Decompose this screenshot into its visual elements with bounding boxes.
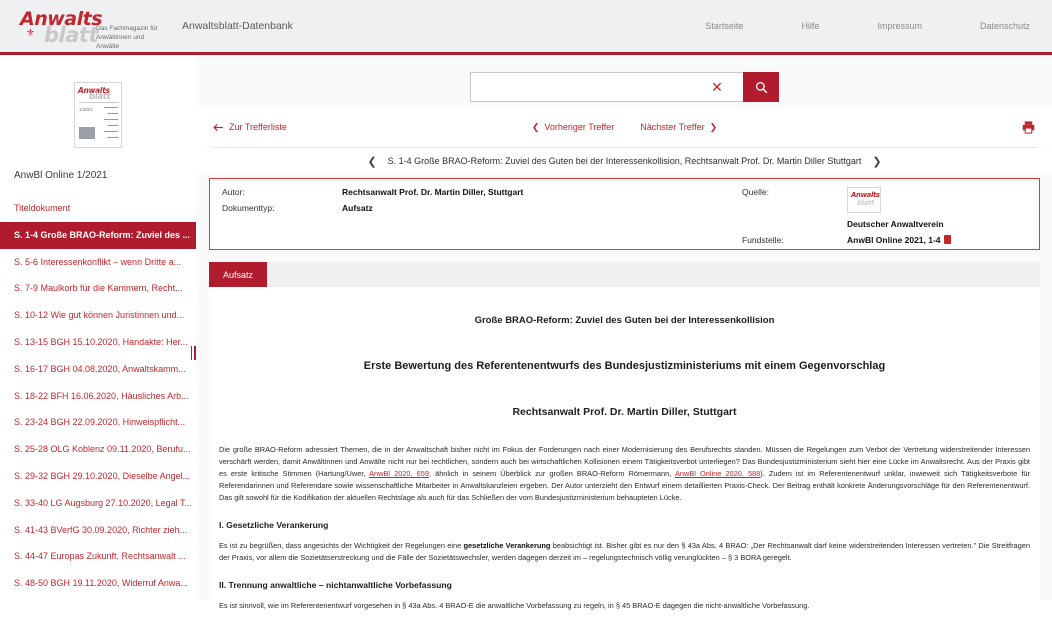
back-to-results-label: Zur Trefferliste [229, 122, 287, 132]
source-logo-blatt: blatt [857, 199, 874, 207]
author-label: Autor: [222, 187, 245, 197]
source-name: Deutscher Anwaltverein [847, 219, 944, 229]
section-1-text-a: Es ist zu begrüßen, dass angesichts der Wichtigkeit der Regelungen eine [219, 540, 464, 550]
top-header [0, 0, 1052, 52]
section-1-heading: I. Gesetzliche Verankerung [219, 519, 329, 530]
source-label: Quelle: [742, 187, 769, 197]
document-author: Rechtsanwalt Prof. Dr. Martin Diller, Stuttgart [512, 406, 737, 418]
source-value-group [847, 187, 944, 229]
tab-aufsatz[interactable]: Aufsatz [209, 262, 267, 287]
search-button[interactable] [743, 72, 779, 102]
document-tabs [209, 262, 1040, 287]
search-bar [197, 55, 1052, 107]
top-navigation [705, 21, 1052, 31]
abstract-text-2: , ähnlich in seinem Überblick zur großen BRAO-Reform Römermann, [428, 468, 675, 478]
section-1-text-b: beabsichtigt ist. Bisher gibt es nur den § 43a Abs. 4 BRAO: „Der Rechtsanwalt darf keine widerstreitenden Interessen vertreten." Die Streitfragen der Praxis, vor allem die Sozietätserstreckung und die Fälle der Sozietätswechsler, werden dagegen derzeit im – regelungstechnisch völlig verunglückten – § 3 BORA geregelt. [219, 540, 1030, 562]
sidebar-item-13[interactable]: S. 48-50 BGH 19.11.2020, Widerruf Anwa... [14, 578, 188, 589]
issue-label: AnwBl Online 1/2021 [14, 170, 108, 181]
nav-datenschutz[interactable]: Datenschutz [979, 21, 1030, 31]
abstract-text-3: ). Zudem ist im Referentenentwurf unklar, inwieweit sich Tätigkeitsverbote für Referendarinnen und Referendare sowie wissenschaftliche Mitarbeiter in Anwaltskanzleien ergeben. Der Autor unterzieht den Entwurf einem detaillierten Praxis-Check. Der Beitrag enthält konkrete Änderungsvorschläge für den Referentenentwurf. Das gilt sowohl für die Kodifikation der aktuellen Rechtslage als auch für das Schließen der vom Bundesjustizministerium behaupteten Lücke. [219, 468, 1030, 502]
nav-impressum[interactable]: Impressum [877, 21, 922, 31]
current-document-title: S. 1-4 Große BRAO-Reform: Zuviel des Guten bei der Interessenkollision, Rechtsanwalt Prof. Dr. Martin Diller Stuttgart [387, 156, 862, 166]
search-icon [755, 81, 768, 94]
sidebar [0, 55, 196, 600]
abstract-text-1: Die große BRAO-Reform adressiert Themen, die in der Anwaltschaft bisher nicht im Fokus der Forderungen nach einer Modernisierung des Berufsrechts standen. Müssen die Regelungen zum Verbot der Vertretung widerstreitender Interessen verschärft werden, damit Anwältinnen und Anwälte nicht nur bei rechtlichen, sondern auch bei wirtschaftlichen Kollisionen einem Tätigkeitsverbot unterliegen? Das Bundesjustizministerium sieht hier eine Lücke im Anwaltsrecht. Aus der Praxis gibt es erste kritische Stimmen (Hartung/Uwer, [219, 445, 1030, 478]
arrow-left-icon [213, 123, 224, 132]
sidebar-item-6[interactable]: S. 18-22 BFH 16.06.2020, Häusliches Arb... [14, 390, 189, 401]
issue-cover-thumbnail[interactable]: Anwalts blatt 1/2021 ▬▬▬▬ ▬▬▬ ▬▬▬▬ ▬▬▬ ▬▬▬▬ ▬▬▬ [74, 82, 122, 148]
section-2-heading: II. Trennung anwaltliche – nichtanwaltliche Vorbefassung [219, 579, 452, 590]
document-title: Große BRAO-Reform: Zuviel des Guten bei der Interessenkollision [474, 315, 775, 326]
cover-logo-anwalts: Anwalts [78, 86, 110, 95]
source-logo [847, 187, 881, 213]
source-logo-anwalts: Anwalts [851, 191, 880, 199]
sidebar-item-2[interactable]: S. 7-9 Maulkorb für die Kammern, Recht... [14, 283, 183, 294]
printer-icon [1021, 120, 1036, 135]
logo-tagline: Das Fachmagazin für Anwältinnen und Anwälte [96, 25, 158, 50]
document-prev-icon[interactable]: ❮ [367, 155, 377, 168]
previous-hit-link[interactable] [532, 122, 614, 133]
cover-issue-number: 1/2021 [79, 107, 93, 112]
logo-text-blatt: blatt [44, 23, 98, 47]
main-content [197, 55, 1052, 610]
sidebar-item-titeldokument[interactable]: Titeldokument [14, 203, 71, 213]
database-title: Anwaltsblatt-Datenbank [182, 20, 293, 32]
nav-startseite[interactable]: Startseite [705, 21, 744, 31]
doctype-label: Dokumenttyp: [222, 203, 275, 213]
sidebar-item-0[interactable]: S. 1-4 Große BRAO-Reform: Zuviel des ... [0, 222, 196, 249]
logo-emblem-icon: ⚜ [26, 28, 35, 39]
sidebar-item-4[interactable]: S. 13-15 BGH 15.10.2020, Handakte: Her... [14, 336, 188, 347]
cover-photo [79, 127, 95, 139]
document-pager [197, 148, 1052, 174]
section-1-paragraph [219, 540, 1030, 564]
sidebar-item-5[interactable]: S. 16-17 BGH 04.08.2020, Anwaltskamm... [14, 363, 186, 374]
sidebar-item-8[interactable]: S. 25-28 OLG Koblenz 09.11.2020, Berufu... [14, 444, 191, 455]
print-button[interactable] [1021, 120, 1036, 135]
abstract-citation-link-1[interactable]: AnwBl 2020, 659 [369, 468, 429, 478]
next-hit-label: Nächster Treffer [640, 122, 705, 132]
metadata-left-column [222, 187, 742, 241]
hit-navigation [197, 122, 1052, 133]
sidebar-item-7[interactable]: S. 23-24 BGH 22.09.2020, Hinweispflicht... [14, 417, 186, 428]
metadata-row-doctype [222, 203, 742, 213]
doctype-value: Aufsatz [342, 203, 373, 213]
citation-label: Fundstelle: [742, 235, 784, 245]
document-next-icon[interactable]: ❯ [872, 155, 882, 168]
document-subtitle: Erste Bewertung des Referentenentwurfs des Bundesjustizministeriums mit einem Gegenvorschlag [363, 360, 886, 372]
sidebar-item-10[interactable]: S. 33-40 LG Augsburg 27.10.2020, Legal T... [14, 497, 192, 508]
anwaltsblatt-logo[interactable] [14, 6, 164, 50]
document-body [209, 287, 1040, 617]
sidebar-item-12[interactable]: S. 44-47 Europas Zukunft, Rechtsanwalt ... [14, 551, 186, 562]
section-2-paragraph: Es ist sinnvoll, wie im Referentenentwurf vorgesehen in § 43a Abs. 4 BRAO-E die anwaltliche Vorbefassung zu regeln, in § 45 BRAO-E dagegen die nicht-anwaltliche Vorbefassung. [219, 600, 810, 610]
metadata-row-author [222, 187, 742, 197]
metadata-right-column [742, 187, 1027, 245]
chevron-right-icon: ❯ [709, 121, 718, 132]
citation-value-group[interactable] [847, 235, 951, 245]
metadata-row-citation [742, 235, 1027, 245]
sidebar-resize-handle[interactable] [189, 345, 197, 361]
citation-value: AnwBl Online 2021, 1-4 [847, 235, 941, 245]
metadata-panel [209, 178, 1040, 250]
document-abstract [219, 444, 1030, 504]
chevron-left-icon: ❮ [531, 121, 540, 132]
document-list [0, 195, 196, 597]
author-value: Rechtsanwalt Prof. Dr. Martin Diller, Stuttgart [342, 187, 524, 197]
section-1-emphasis: gesetzliche Verankerung [463, 540, 551, 550]
cover-logo-blatt: blatt [89, 92, 111, 102]
sidebar-item-1[interactable]: S. 5-6 Interessenkonflikt – wenn Dritte a... [14, 256, 182, 267]
search-input[interactable] [470, 72, 743, 102]
sidebar-item-9[interactable]: S. 29-32 BGH 29.10.2020, Dieselbe Angel... [14, 470, 191, 481]
nav-hilfe[interactable]: Hilfe [801, 21, 820, 31]
abstract-citation-link-2[interactable]: AnwBl Online 2020, 588 [674, 468, 761, 478]
previous-hit-label: Vorheriger Treffer [544, 122, 615, 132]
sidebar-item-11[interactable]: S. 41-43 BVerfG 30.09.2020, Richter zieh... [14, 524, 188, 535]
logo-text-anwalts: Anwalts [20, 8, 103, 30]
sidebar-item-3[interactable]: S. 10-12 Wie gut können Juristinnen und... [14, 310, 185, 321]
metadata-row-source [742, 187, 1027, 229]
back-to-results-link[interactable] [213, 122, 287, 132]
pdf-icon[interactable] [944, 235, 951, 244]
result-toolbar [197, 107, 1052, 147]
next-hit-link[interactable] [640, 122, 717, 133]
